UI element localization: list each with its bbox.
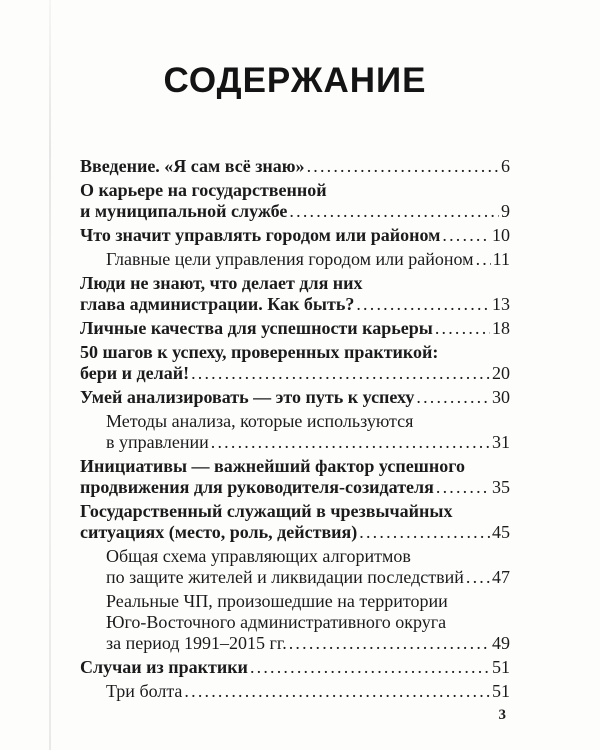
toc-page-number: 9	[501, 201, 510, 221]
toc-entry	[80, 591, 510, 654]
toc-entry	[80, 411, 510, 453]
dot-leader	[476, 249, 491, 270]
toc-line	[80, 477, 510, 498]
dot-leader	[211, 432, 490, 453]
toc-page-number: 11	[492, 249, 510, 269]
toc-line	[80, 342, 510, 363]
toc-entry-title: Главные цели управления городом или районом	[106, 249, 474, 269]
toc-entry-title: Люди не знают, что делает для них	[80, 273, 363, 293]
toc-page-number: 13	[492, 294, 510, 314]
toc-line	[80, 294, 510, 315]
dot-leader	[442, 225, 490, 246]
dot-leader	[416, 387, 490, 408]
toc-line	[80, 456, 510, 477]
toc-entry-title: глава администрации. Как быть?	[80, 294, 355, 314]
dot-leader	[289, 201, 499, 222]
toc-line	[80, 387, 510, 408]
toc-entry-title: по защите жителей и ликвидации последствий	[106, 567, 464, 587]
toc-line	[80, 657, 510, 678]
scanned-page-edge	[49, 0, 51, 750]
toc-entry	[80, 180, 510, 222]
page-number: 3	[498, 707, 506, 723]
toc-entry-title: продвижения для руководителя-созидателя	[80, 477, 434, 497]
toc-line	[80, 363, 510, 384]
toc-page-number: 18	[492, 318, 510, 338]
toc-entry	[80, 501, 510, 543]
dot-leader	[191, 363, 490, 384]
toc-line	[106, 546, 510, 567]
toc-entry-title: О карьере на государственной	[80, 180, 327, 200]
toc-entry-title: Умей анализировать — это путь к успеху	[80, 387, 415, 407]
toc-entry-title: бери и делай!	[80, 363, 190, 383]
toc-line	[80, 501, 510, 522]
toc-line	[106, 249, 510, 270]
toc-entry-title: в управлении	[106, 432, 209, 452]
toc-line	[106, 567, 510, 588]
toc-page-number: 35	[492, 477, 510, 497]
toc-entry-title: Что значит управлять городом или районом	[80, 225, 441, 245]
toc-line	[106, 411, 510, 432]
toc-page-number: 49	[492, 633, 510, 653]
toc-entry-title: за период 1991–2015 гг.	[106, 633, 287, 653]
toc-line	[80, 522, 510, 543]
toc-line	[106, 591, 510, 612]
toc-entry	[80, 318, 510, 339]
toc-entry-title: ситуациях (место, роль, действия)	[80, 522, 358, 542]
toc-entry	[80, 249, 510, 270]
toc-line	[106, 432, 510, 453]
toc-page-number: 20	[492, 363, 510, 383]
toc-line	[80, 201, 510, 222]
toc-line	[106, 681, 510, 702]
dot-leader	[184, 681, 490, 702]
dot-leader	[466, 567, 490, 588]
toc-entry	[80, 225, 510, 246]
toc-page-number: 45	[492, 522, 510, 542]
toc-line	[80, 180, 510, 201]
toc-entry-title: Государственный служащий в чрезвычайных	[80, 501, 453, 521]
toc-line	[80, 225, 510, 246]
toc-entry-title: Личные качества для успешности карьеры	[80, 318, 433, 338]
dot-leader	[436, 477, 490, 498]
toc-page-number: 30	[492, 387, 510, 407]
toc-entry	[80, 342, 510, 384]
toc-entry	[80, 456, 510, 498]
toc-entry-title: Введение. «Я сам всё знаю»	[80, 156, 305, 176]
table-of-contents	[80, 156, 510, 702]
toc-entry-title: Общая схема управляющих алгоритмов	[106, 546, 411, 566]
toc-entry-title: Юго-Восточного административного округа	[106, 612, 447, 632]
toc-entry-title: Инициативы — важнейший фактор успешного	[80, 456, 465, 476]
dot-leader	[289, 633, 490, 654]
toc-entry-title: Реальные ЧП, произошедшие на территории	[106, 591, 448, 611]
toc-line	[106, 633, 510, 654]
dot-leader	[250, 657, 490, 678]
toc-page-number: 51	[492, 681, 510, 701]
toc-line	[80, 273, 510, 294]
page-content	[80, 0, 510, 705]
toc-page-number: 51	[492, 657, 510, 677]
dot-leader	[307, 156, 499, 177]
toc-page-number: 10	[492, 225, 510, 245]
toc-page-number: 6	[501, 156, 510, 176]
toc-line	[80, 156, 510, 177]
dot-leader	[435, 318, 490, 339]
toc-line	[80, 318, 510, 339]
toc-entry	[80, 273, 510, 315]
toc-entry-title: Случаи из практики	[80, 657, 248, 677]
toc-entry	[80, 657, 510, 678]
toc-page-number: 31	[492, 432, 510, 452]
dot-leader	[359, 522, 490, 543]
toc-entry	[80, 387, 510, 408]
toc-page-number: 47	[492, 567, 510, 587]
toc-entry	[80, 546, 510, 588]
toc-entry-title: Три болта	[106, 681, 183, 701]
dot-leader	[356, 294, 490, 315]
toc-entry-title: Методы анализа, которые используются	[106, 411, 414, 431]
toc-entry	[80, 156, 510, 177]
toc-line	[106, 612, 510, 633]
toc-entry-title: 50 шагов к успеху, проверенных практикой:	[80, 342, 439, 362]
page-title: СОДЕРЖАНИЕ	[163, 61, 427, 100]
toc-entry-title: и муниципальной службе	[80, 201, 288, 221]
toc-entry	[80, 681, 510, 702]
